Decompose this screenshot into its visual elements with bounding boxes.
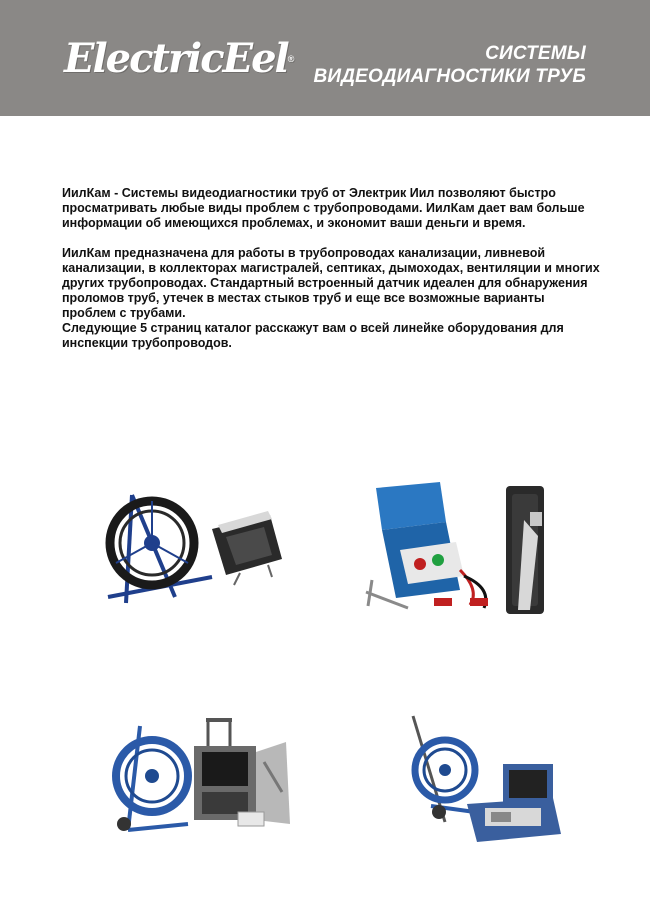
- photo-reel-with-control-case: [110, 712, 295, 842]
- paragraph-3: Следующие 5 страниц каталог расскажут вам о всей линейке оборудования для инспекции трубопроводов.: [62, 321, 564, 350]
- paragraph-1: ИилКам - Системы видеодиагностики труб от Электрик Иил позволяют быстро просматривать любые виды проблем с трубопроводами. ИилКам дает вам больше информации об имеющихся проблемах, и экономит ваши деньги и время.: [62, 186, 585, 230]
- logo-text: ElectricEel: [64, 35, 288, 82]
- header-banner: [0, 0, 650, 116]
- photo-locator-kit: [360, 480, 560, 620]
- photo-reel-with-blue-case: [405, 710, 565, 850]
- page-title-line-1: СИСТЕМЫ: [485, 43, 586, 64]
- brand-logo: [64, 36, 294, 82]
- page-title-line-2: ВИДЕОДИАГНОСТИКИ ТРУБ: [313, 66, 586, 87]
- paragraph-2: ИилКам предназначена для работы в трубопроводах канализации, ливневой канализации, в коллекторах магистралей, септиках, дымоходах, вентиляции и многих других трубопроводах. Стандартный встроенный датчик идеален для обнаружения проломов труб, утечек в местах стыков труб и еще все возможные варианты проблем с трубами.: [62, 246, 600, 320]
- intro-text: [62, 186, 602, 351]
- photo-reel-with-monitor: [100, 485, 290, 610]
- logo-registered-mark: ®: [287, 54, 295, 64]
- page-title: [313, 42, 586, 88]
